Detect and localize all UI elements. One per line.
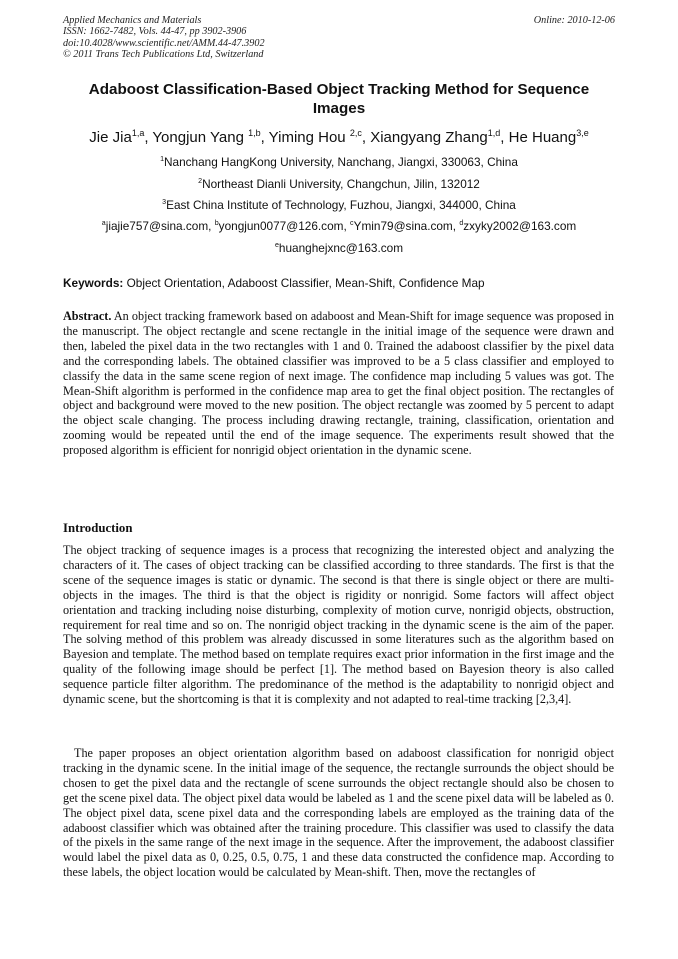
- affiliation-3: [40, 198, 638, 213]
- author-list: [40, 128, 638, 148]
- author-name: Yongjun Yang: [152, 129, 249, 146]
- online-date: Online: 2010-12-06: [533, 15, 615, 26]
- author-name: Yiming Hou: [268, 129, 350, 146]
- author-separator: ,: [144, 129, 153, 146]
- affiliation-1: [40, 155, 638, 170]
- email-list-2: [40, 241, 638, 256]
- affiliation-text: East China Institute of Technology, Fuzhou, Jiangxi, 344000, China: [166, 198, 516, 212]
- doi-line[interactable]: doi:10.4028/www.scientific.net/AMM.44-47.3902: [63, 37, 265, 49]
- email-mark: e: [274, 241, 279, 250]
- author-separator: ,: [500, 129, 509, 146]
- abstract-label: Abstract.: [63, 309, 112, 323]
- email-mark: b: [214, 219, 219, 228]
- email-mark: d: [459, 219, 464, 228]
- author-affiliation-mark: 1,b: [248, 128, 261, 138]
- abstract: [63, 309, 614, 458]
- introduction-paragraph-2: The paper proposes an object orientation algorithm based on adaboost classification for nonrigid object tracking in the dynamic scene. In the initial image of the sequence, the rectangle surrounds the object should be chosen to get the pixel data and the rectangle of scene surrounds the object rectangle should also be chosen to get the scene pixel data. The object pixel data would be labeled as 1 and the scene pixel data will be labeled as 0. The object pixel data, scene pixel data and the corresponding labels are employed as the training data of the adaboost classifier which was obtained after the training procedure. This classifier was used to classify the data of the pixels in the same range of the next image in the sequence. After the improvement, the adaboost classifier would label the pixel data as 0, 0.25, 0.5, 0.75, 1 and these data constructed the confidence map. According to these labels, the object location would be calculated by Mean-shift. Then, move the rectangles of: [63, 746, 614, 880]
- affiliation-mark: 3: [162, 198, 167, 207]
- affiliation-text: Nanchang HangKong University, Nanchang, Jiangxi, 330063, China: [164, 155, 518, 169]
- section-heading-introduction: Introduction: [63, 521, 133, 535]
- keywords: [63, 276, 623, 291]
- email-a[interactable]: jiajie757@sina.com,: [105, 219, 215, 233]
- email-c[interactable]: Ymin79@sina.com,: [353, 219, 460, 233]
- author-name: He Huang: [508, 129, 577, 146]
- email-list: [40, 219, 638, 234]
- author-name: Xiangyang Zhang: [370, 129, 488, 146]
- author-name: Jie Jia: [89, 129, 132, 146]
- author-affiliation-mark: 2,c: [349, 128, 362, 138]
- author-separator: ,: [361, 129, 371, 146]
- author-affiliation-mark: 1,d: [487, 128, 501, 138]
- email-mark: a: [101, 219, 106, 228]
- email-mark: c: [350, 219, 354, 228]
- author-separator: ,: [260, 129, 269, 146]
- email-e[interactable]: huanghejxnc@163.com: [278, 241, 404, 255]
- abstract-text: An object tracking framework based on adaboost and Mean-Shift for image sequence was proposed in the manuscript. The object rectangle and scene rectangle in the initial image of the sequence were drawn and then, labeled the pixel data in the two rectangles with 1 and 0. Trained the adaboost classifier by the pixel data and the corresponding labels. The obtained classifier was improved to be a 5 class classifier and employed to classify the data in the same scene region of next image. The confidence map including 5 values was got. The Mean-Shift algorithm is performed in the confidence map area to get the final object position. The rectangles of object and background were moved to the new position. The object rectangle was zoomed by 5 percent to adapt the object scale changing. The process including drawing rectangle, training, classification, orientation and zooming would be repeated until the end of the image sequence. The experiments result showed that the proposed algorithm is efficient for nonrigid object orientation in the dynamic scene.: [63, 309, 614, 458]
- email-d[interactable]: zxyky2002@163.com: [463, 219, 577, 233]
- affiliation-mark: 2: [198, 177, 203, 186]
- affiliation-2: [40, 177, 638, 192]
- journal-header: [63, 15, 265, 61]
- author-affiliation-mark: 3,e: [576, 128, 589, 138]
- introduction-paragraph-1: The object tracking of sequence images is a process that recognizing the interested object and analyzing the characters of it. The cases of object tracking can be classified according to three standards. The first is that the scene of the sequence images is static or dynamic. The second is that there is single object or there are multi-objects in the images. The third is that the object is rigidity or nonrigid. Some factors will affect object orientation and tracking including noise disturbing, complexity of motion curve, nonrigid objects, obstruction, requirement for real time and so on. The nonrigid object tracking in the dynamic scene is the aim of the paper. The solving method of this problem was already discussed in some literatures such as the algorithm based on Bayesion and template. The method based on template requires exact prior information in the first image and the quality of the following image should be perfect [1]. The method based on Bayesion theory is also called sequence particle filter algorithm. The predominance of the method is the adaptability to nonrigid object and dynamic scene, but the shortcoming is that it is complexity and not adapted to real-time tracking [2,3,4].: [63, 543, 614, 707]
- keywords-text: Object Orientation, Adaboost Classifier, Mean-Shift, Confidence Map: [123, 276, 485, 290]
- affiliation-mark: 1: [160, 155, 164, 164]
- paper-title: Adaboost Classification-Based Object Tracking Method for Sequence Images: [88, 81, 590, 117]
- keywords-label: Keywords:: [63, 276, 124, 290]
- author-affiliation-mark: 1,a: [131, 128, 145, 138]
- affiliation-text: Northeast Dianli University, Changchun, Jilin, 132012: [202, 177, 480, 191]
- issn-line: ISSN: 1662-7482, Vols. 44-47, pp 3902-3906: [63, 26, 247, 38]
- copyright-line: © 2011 Trans Tech Publications Ltd, Switzerland: [63, 49, 264, 61]
- email-b[interactable]: yongjun0077@126.com,: [218, 219, 351, 233]
- journal-name: Applied Mechanics and Materials: [63, 15, 202, 26]
